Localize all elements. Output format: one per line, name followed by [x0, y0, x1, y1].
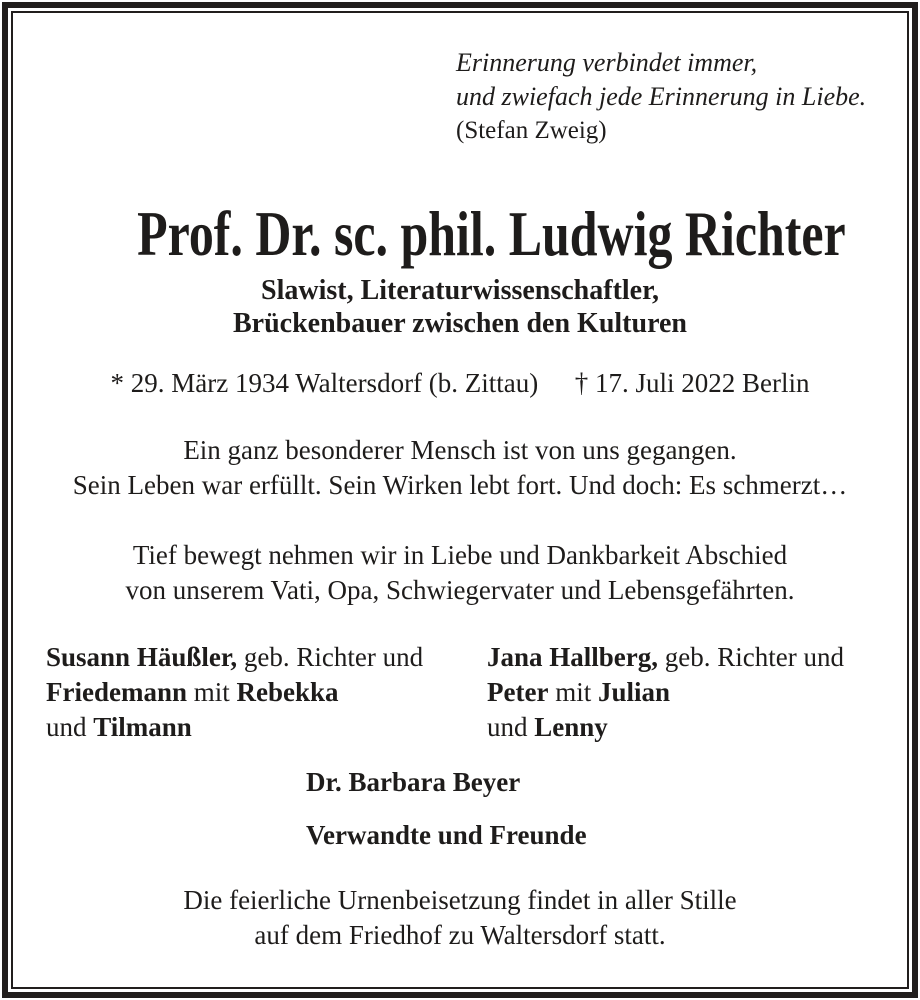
mourner-name: Susann Häußler,	[46, 642, 238, 672]
memorial-quote	[456, 46, 874, 148]
notice-inner-frame	[11, 11, 909, 989]
notice-outer-frame	[2, 2, 918, 998]
funeral-line-2: auf dem Friedhof zu Waltersdorf statt.	[254, 920, 666, 950]
deceased-name: Prof. Dr. sc. phil. Ludwig Richter	[137, 198, 846, 269]
abschied-line-2: von unserem Vati, Opa, Schwiegervater und Lebensgefährten.	[125, 575, 795, 605]
death-date: † 17. Juli 2022 Berlin	[574, 368, 810, 398]
farewell-paragraph	[46, 433, 874, 503]
role-line-1: Slawist, Literaturwissenschaftler,	[261, 275, 659, 306]
quote-attribution: (Stefan Zweig)	[456, 117, 607, 144]
mourner-name: Peter	[487, 677, 549, 707]
abschied-line-1: Tief bewegt nehmen wir in Liebe und Dankbarkeit Abschied	[132, 540, 788, 570]
mourner-line	[46, 640, 487, 675]
mourners-column-right	[487, 640, 874, 745]
abschied-paragraph	[46, 538, 874, 608]
quote-line-2: und zwiefach jede Erinnerung in Liebe.	[456, 82, 867, 111]
funeral-info	[46, 883, 874, 953]
farewell-line-2: Sein Leben war erfüllt. Sein Wirken lebt fort. Und doch: Es schmerzt…	[72, 470, 848, 500]
mourner-line	[46, 710, 487, 745]
mourner-name: Jana Hallberg,	[487, 642, 659, 672]
mourner-line	[487, 710, 874, 745]
mourners-column-left	[46, 640, 487, 745]
mourner-additional: Dr. Barbara Beyer	[306, 767, 521, 797]
mourner-connector: mit	[548, 677, 598, 707]
mourner-name: Lenny	[534, 712, 608, 742]
farewell-line-1: Ein ganz besonderer Mensch ist von uns gegangen.	[183, 435, 737, 465]
life-dates	[46, 366, 874, 401]
quote-line-1: Erinnerung verbindet immer,	[456, 48, 758, 77]
mourner-connector: und	[46, 712, 94, 742]
mourner-name: Tilmann	[93, 712, 192, 742]
mourner-line	[46, 675, 487, 710]
mourner-line	[487, 640, 874, 675]
obituary-notice	[13, 13, 907, 987]
birth-date: * 29. März 1934 Waltersdorf (b. Zittau)	[110, 368, 539, 398]
mourner-name-suffix: geb. Richter und	[658, 642, 844, 672]
mourner-connector: und	[487, 712, 535, 742]
mourner-name: Rebekka	[236, 677, 339, 707]
mourners-relatives: Verwandte und Freunde	[306, 820, 587, 850]
deceased-roles	[46, 274, 874, 340]
mourner-line	[487, 675, 874, 710]
role-line-2: Brückenbauer zwischen den Kulturen	[232, 308, 687, 339]
funeral-line-1: Die feierliche Urnenbeisetzung findet in aller Stille	[183, 885, 737, 915]
mourner-connector: mit	[187, 677, 237, 707]
mourner-name: Julian	[597, 677, 670, 707]
mourners-columns	[46, 640, 874, 745]
mourner-name-suffix: geb. Richter und	[237, 642, 424, 672]
mourner-name: Friedemann	[46, 677, 187, 707]
